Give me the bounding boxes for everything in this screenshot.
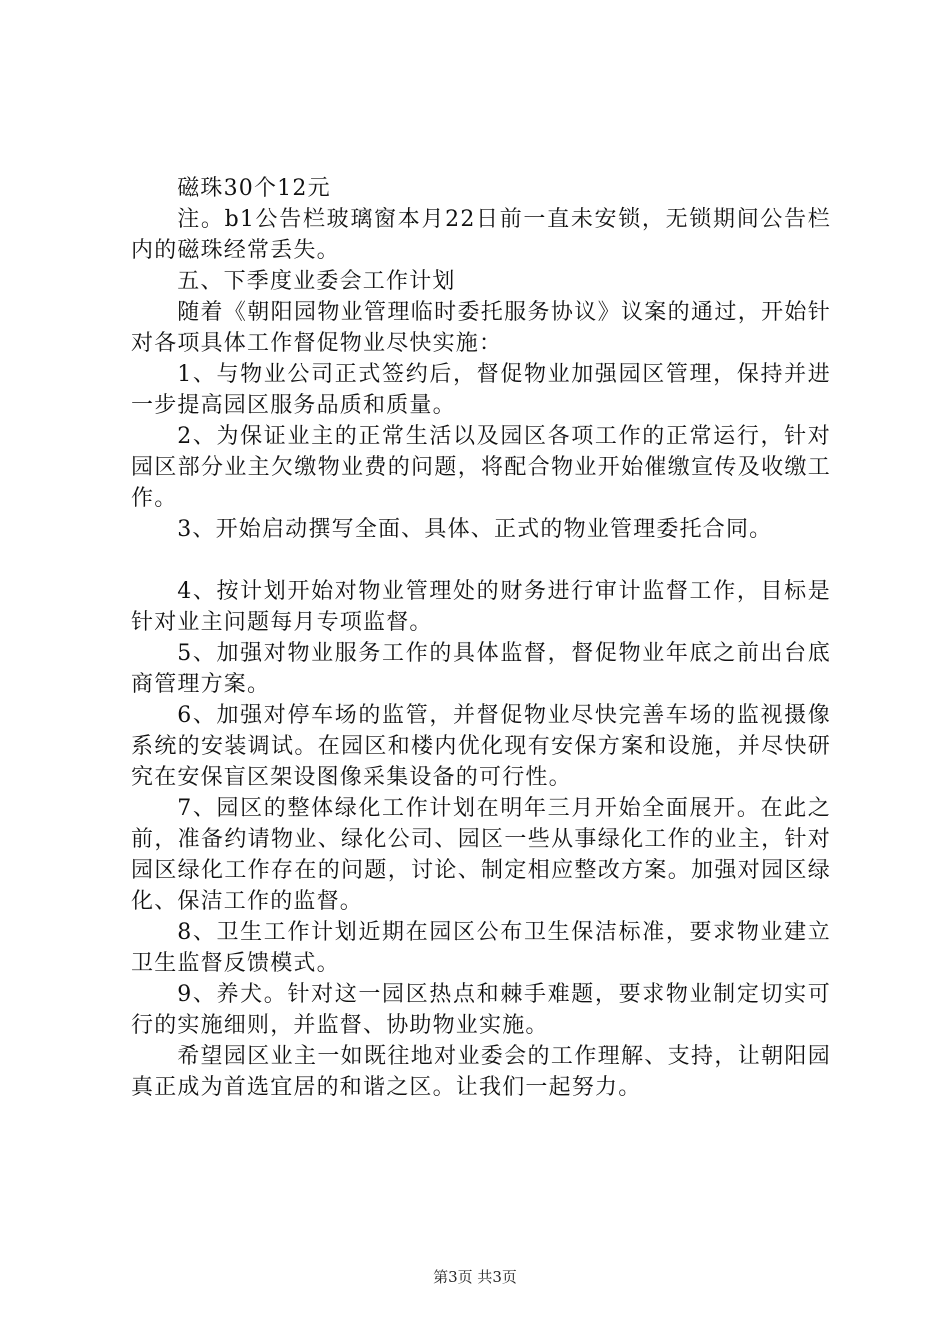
list-item-2: 2、为保证业主的正常生活以及园区各项工作的正常运行，针对园区部分业主欠缴物业费的问题，将配合物业开始催缴宣传及收缴工作。: [131, 424, 831, 511]
list-item-8: 8、卫生工作计划近期在园区公布卫生保洁标准，要求物业建立卫生监督反馈模式。: [131, 920, 831, 976]
section-heading-plan: 五、下季度业委会工作计划: [177, 269, 456, 294]
list-item-9: 9、养犬。针对这一园区热点和棘手难题，要求物业制定切实可行的实施细则，并监督、协助物业实施。: [131, 982, 831, 1038]
paragraph-magnets-cost: 磁珠30个12元: [177, 176, 331, 201]
list-item-3: 3、开始启动撰写全面、具体、正式的物业管理委托合同。: [177, 517, 773, 542]
list-item-6: 6、加强对停车场的监管，并督促物业尽快完善车场的监视摄像系统的安装调试。在园区和楼内优化现有安保方案和设施，并尽快研究在安保盲区架设图像采集设备的可行性。: [131, 703, 831, 790]
list-item-7: 7、园区的整体绿化工作计划在明年三月开始全面展开。在此之前，准备约请物业、绿化公司、园区一些从事绿化工作的业主，针对园区绿化工作存在的问题，讨论、制定相应整改方案。加强对园区绿化、保洁工作的监督。: [131, 796, 831, 914]
list-item-4: 4、按计划开始对物业管理处的财务进行审计监督工作，目标是针对业主问题每月专项监督。: [131, 579, 831, 635]
list-item-1: 1、与物业公司正式签约后，督促物业加强园区管理，保持并进一步提高园区服务品质和质量。: [131, 362, 831, 418]
paragraph-intro: 随着《朝阳园物业管理临时委托服务协议》议案的通过，开始针对各项具体工作督促物业尽快实施：: [131, 300, 831, 356]
list-item-5: 5、加强对物业服务工作的具体监督，督促物业年底之前出台底商管理方案。: [131, 641, 831, 697]
document-body: [131, 173, 831, 1103]
page-number-footer: 第3页 共3页: [433, 1268, 517, 1286]
paragraph-note: 注。b1公告栏玻璃窗本月22日前一直未安锁，无锁期间公告栏内的磁珠经常丢失。: [131, 207, 831, 263]
paragraph-closing: 希望园区业主一如既往地对业委会的工作理解、支持，让朝阳园真正成为首选宜居的和谐之区。让我们一起努力。: [131, 1044, 831, 1100]
